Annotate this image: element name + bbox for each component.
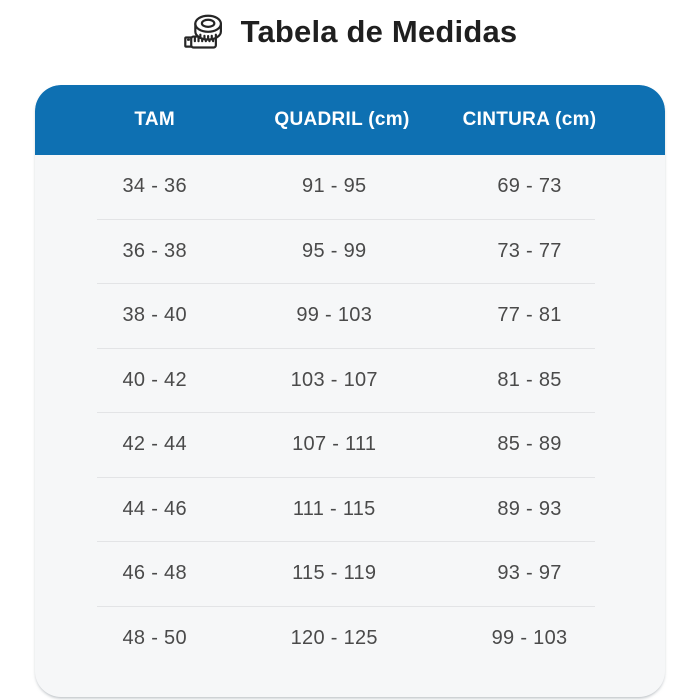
table-row: [35, 413, 665, 477]
table-row: [35, 220, 665, 284]
title-bar: [0, 8, 700, 56]
table-cell: 93 - 97: [497, 562, 562, 585]
table-cell: 36 - 38: [122, 239, 187, 262]
table-cell: 42 - 44: [122, 433, 187, 456]
table-cell: 69 - 73: [497, 175, 562, 198]
table-header-row: [35, 85, 665, 155]
table-cell: 89 - 93: [497, 497, 562, 520]
table-cell: 40 - 42: [122, 368, 187, 391]
table-cell: 44 - 46: [122, 497, 187, 520]
table-row: [35, 542, 665, 606]
table-cell: 85 - 89: [497, 433, 562, 456]
table-cell: 111 - 115: [292, 497, 376, 520]
table-row: [35, 478, 665, 542]
table-cell: 73 - 77: [497, 239, 562, 262]
tape-measure-icon: [183, 12, 225, 52]
table-cell: 120 - 125: [290, 626, 378, 649]
column-header-quadril: QUADRIL (cm): [274, 109, 410, 130]
table-row: [35, 284, 665, 348]
size-table: [35, 85, 665, 697]
table-row: [35, 607, 665, 671]
column-header-cintura: CINTURA (cm): [462, 109, 597, 130]
table-cell: 34 - 36: [122, 175, 187, 198]
table-row: [35, 349, 665, 413]
table-cell: 77 - 81: [497, 304, 562, 327]
table-cell: 38 - 40: [122, 304, 187, 327]
table-row: [35, 155, 665, 219]
table-cell: 46 - 48: [122, 562, 187, 585]
table-cell: 99 - 103: [491, 626, 568, 649]
table-cell: 103 - 107: [290, 368, 378, 391]
table-cell: 81 - 85: [497, 368, 562, 391]
table-cell: 95 - 99: [302, 239, 367, 262]
page-title: Tabela de Medidas: [240, 14, 518, 49]
table-cell: 99 - 103: [296, 304, 373, 327]
table-cell: 107 - 111: [292, 433, 377, 456]
table-cell: 91 - 95: [302, 175, 367, 198]
table-cell: 115 - 119: [292, 562, 377, 585]
column-header-tam: TAM: [134, 109, 176, 130]
table-body: [35, 155, 665, 670]
table-cell: 48 - 50: [122, 626, 187, 649]
